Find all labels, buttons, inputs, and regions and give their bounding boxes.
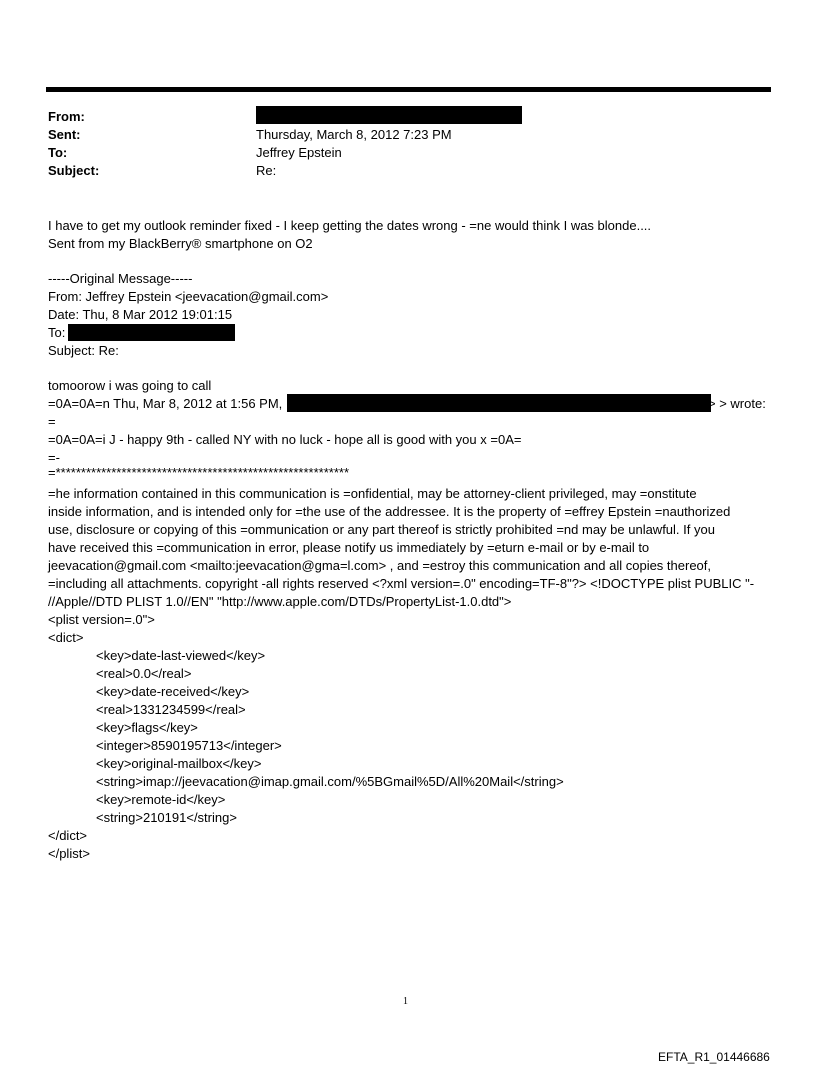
plist-close: </plist> — [48, 846, 90, 861]
header-rule — [46, 87, 771, 92]
dict-open: <dict> — [48, 630, 84, 645]
plist-entry: <integer>8590195713</integer> — [96, 738, 282, 753]
to-value: Jeffrey Epstein — [256, 145, 342, 160]
plist-entry: <string>imap://jeevacation@imap.gmail.com/%5BGmail%5D/All%20Mail</string> — [96, 774, 564, 789]
plist-entry: <real>1331234599</real> — [96, 702, 246, 717]
original-to — [48, 324, 65, 342]
plist-entry: <key>date-last-viewed</key> — [96, 648, 266, 663]
plist-entry: <key>date-received</key> — [96, 684, 250, 699]
disclaimer-line: //Apple//DTD PLIST 1.0//EN" "http://www.apple.com/DTDs/PropertyList-1.0.dtd"> — [48, 594, 512, 609]
plist-open: <plist version=.0"> — [48, 612, 155, 627]
bates-number: EFTA_R1_01446686 — [658, 1050, 770, 1064]
quoted-header-suffix: > > wrote: — [708, 396, 766, 411]
plist-entry: <real>0.0</real> — [96, 666, 192, 681]
disclaimer-line: have received this =communication in error, please notify us immediately by =eturn e-mail or by e-mail to — [48, 540, 650, 555]
subject-label: Subject: — [48, 163, 100, 178]
plist-entry: <key>original-mailbox</key> — [96, 756, 262, 771]
disclaimer-line: jeevacation@gmail.com <mailto:jeevacation@gma=l.com> , and =estroy this communication and all copies thereof, — [48, 558, 712, 573]
quoted-header-prefix: =0A=0A=n Thu, Mar 8, 2012 at 1:56 PM, — [48, 396, 283, 411]
redacted-recipient — [68, 324, 235, 341]
quoted-line: = — [48, 414, 56, 429]
plist-entry: <key>flags</key> — [96, 720, 198, 735]
redacted-quoted-sender — [287, 394, 711, 412]
disclaimer-line: =including all attachments. copyright -all rights reserved <?xml version=.0" encoding=TF-8"?> <!DOCTYPE plist PUBLIC "- — [48, 576, 755, 591]
plist-entry: <string>210191</string> — [96, 810, 237, 825]
separator-stars: =********************************************************** — [48, 465, 350, 480]
original-to-label: To: — [48, 325, 66, 340]
sent-value: Thursday, March 8, 2012 7:23 PM — [256, 127, 452, 142]
original-from: From: Jeffrey Epstein <jeevacation@gmail.com> — [48, 289, 329, 304]
quoted-line: =- — [48, 450, 60, 465]
from-label: From: — [48, 109, 85, 124]
to-label: To: — [48, 145, 68, 160]
message-line: I have to get my outlook reminder fixed - I keep getting the dates wrong - =ne would think I was blonde.... — [48, 218, 652, 233]
disclaimer-line: inside information, and is intended only for =the use of the addressee. It is the property of =effrey Epstein =nauthorized — [48, 504, 731, 519]
quoted-message: =0A=0A=i J - happy 9th - called NY with no luck - hope all is good with you x =0A= — [48, 432, 522, 447]
email-header — [48, 108, 768, 183]
plist-entry: <key>remote-id</key> — [96, 792, 226, 807]
dict-close: </dict> — [48, 828, 88, 843]
subject-value: Re: — [256, 163, 277, 178]
page-number: 1 — [403, 996, 408, 1007]
original-date: Date: Thu, 8 Mar 2012 19:01:15 — [48, 307, 233, 322]
disclaimer-line: use, disclosure or copying of this =ommunication or any part thereof is strictly prohibited =nd may be unlawful. If you — [48, 522, 715, 537]
reply-line: tomoorow i was going to call — [48, 378, 212, 393]
original-subject: Subject: Re: — [48, 343, 119, 358]
disclaimer-line: =he information contained in this communication is =onfidential, may be attorney-client privileged, may =onstitute — [48, 486, 697, 501]
redacted-sender — [256, 106, 522, 124]
original-message-marker: -----Original Message----- — [48, 271, 193, 286]
sent-label: Sent: — [48, 127, 81, 142]
signature-line: Sent from my BlackBerry® smartphone on O2 — [48, 236, 313, 251]
